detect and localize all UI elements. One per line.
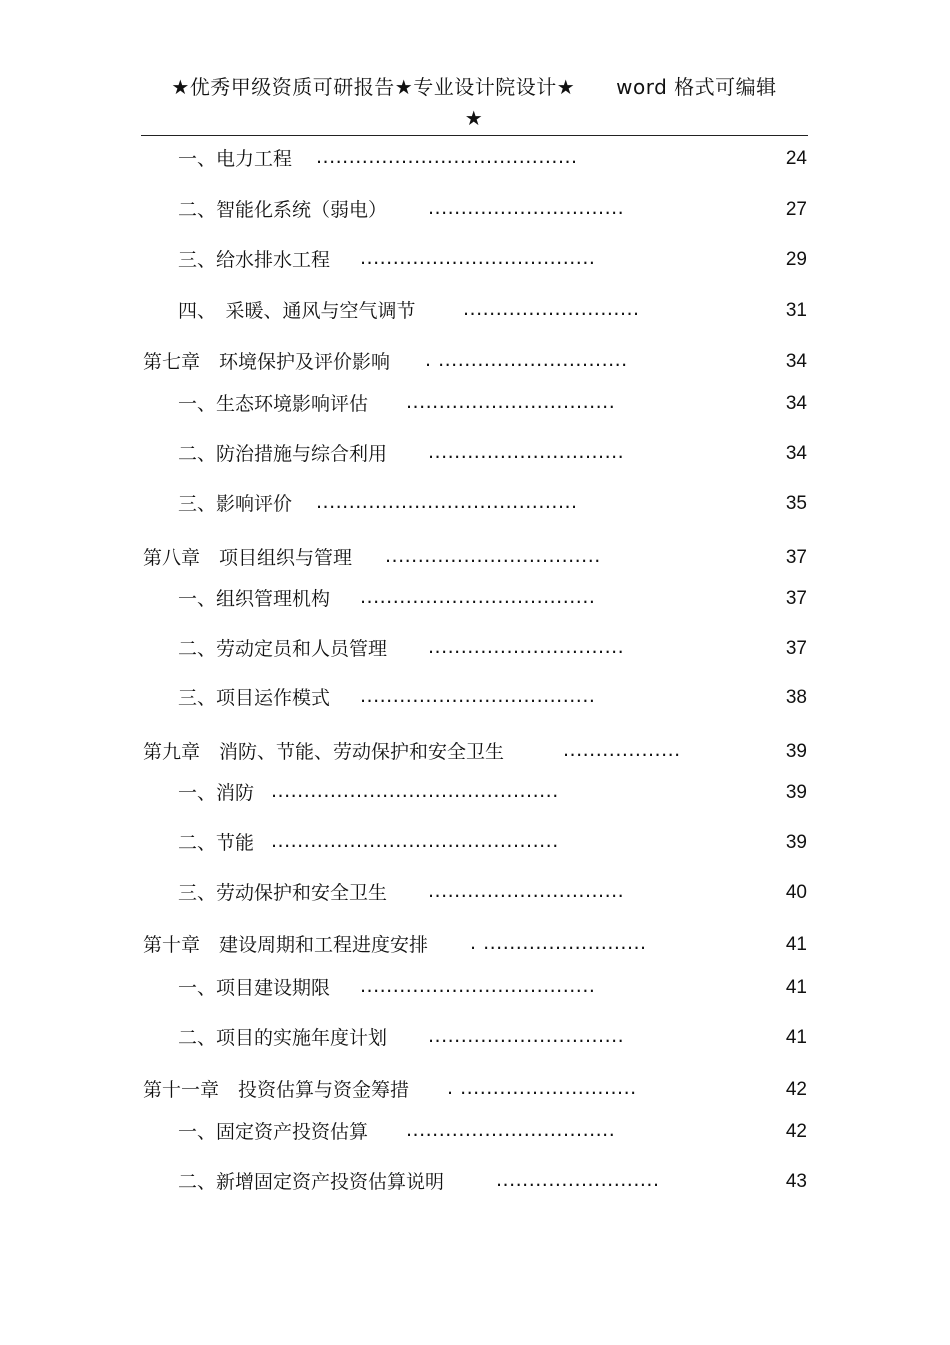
- toc-dot-leader: ..................: [563, 739, 681, 761]
- toc-entry-title: 二、劳动定员和人员管理: [178, 638, 388, 660]
- toc-entry-title: 二、防治措施与综合利用: [178, 443, 388, 465]
- toc-page-number: 37: [785, 547, 807, 568]
- toc-page-number: 39: [785, 832, 807, 853]
- toc-page-number: 43: [785, 1171, 807, 1192]
- toc-dot-leader: . .............................: [425, 349, 628, 371]
- toc-page-number: 41: [785, 977, 807, 998]
- toc-entry-title: 二、节能: [178, 832, 255, 854]
- toc-entry-title: 四、 采暖、通风与空气调节: [178, 300, 416, 322]
- toc-entry-title: 三、项目运作模式: [178, 687, 331, 709]
- toc-entry-title: 一、项目建设期限: [178, 977, 331, 999]
- toc-entry-title: 第八章 项目组织与管理: [143, 547, 353, 569]
- toc-page-number: 34: [785, 351, 807, 372]
- header-line-2: ★: [464, 106, 484, 130]
- toc-entry-title: 一、组织管理机构: [178, 588, 331, 610]
- toc-entry-title: 二、新增固定资产投资估算说明: [178, 1171, 445, 1193]
- toc-entry[interactable]: [0, 1167, 950, 1197]
- toc-dot-leader: ..............................: [428, 441, 625, 463]
- toc-dot-leader: ............................................: [271, 780, 559, 802]
- toc-entry[interactable]: [0, 878, 950, 908]
- toc-entry[interactable]: [0, 584, 950, 614]
- toc-entry-title: 第十章 建设周期和工程进度安排: [143, 934, 429, 956]
- toc-page-number: 40: [785, 882, 807, 903]
- toc-dot-leader: ....................................: [360, 586, 596, 608]
- toc-entry-title: 第九章 消防、节能、劳动保护和安全卫生: [143, 741, 505, 763]
- toc-entry-title: 二、智能化系统（弱电）: [178, 199, 388, 221]
- toc-entry[interactable]: [0, 634, 950, 664]
- toc-page-number: 37: [785, 638, 807, 659]
- toc-entry-title: 二、项目的实施年度计划: [178, 1027, 388, 1049]
- toc-page-number: 39: [785, 782, 807, 803]
- toc-entry-title: 一、生态环境影响评估: [178, 393, 369, 415]
- toc-entry[interactable]: [0, 489, 950, 519]
- toc-page-number: 31: [785, 300, 807, 321]
- toc-page-number: 35: [785, 493, 807, 514]
- toc-entry-title: 一、电力工程: [178, 148, 293, 170]
- toc-entry[interactable]: [0, 296, 950, 326]
- toc-entry[interactable]: [0, 973, 950, 1003]
- toc-entry[interactable]: [0, 389, 950, 419]
- toc-dot-leader: ....................................: [360, 975, 596, 997]
- toc-dot-leader: ................................: [406, 391, 616, 413]
- toc-dot-leader: .........................: [496, 1169, 660, 1191]
- toc-page-number: 41: [785, 934, 807, 955]
- toc-entry[interactable]: [0, 828, 950, 858]
- toc-page-number: 41: [785, 1027, 807, 1048]
- toc-dot-leader: ..............................: [428, 1025, 625, 1047]
- toc-dot-leader: .................................: [385, 545, 601, 567]
- toc-dot-leader: ........................................: [316, 491, 578, 513]
- toc-page-number: 34: [785, 393, 807, 414]
- toc-page-number: 38: [785, 687, 807, 708]
- toc-page-number: 37: [785, 588, 807, 609]
- toc-page-number: 29: [785, 249, 807, 270]
- toc-dot-leader: ................................: [406, 1119, 616, 1141]
- toc-entry[interactable]: [0, 245, 950, 275]
- toc-entry-title: 三、给水排水工程: [178, 249, 331, 271]
- toc-page-number: 24: [785, 148, 807, 169]
- toc-dot-leader: ...........................: [463, 298, 640, 320]
- toc-page-number: 42: [785, 1121, 807, 1142]
- toc-entry[interactable]: [0, 439, 950, 469]
- toc-page-number: 39: [785, 741, 807, 762]
- toc-entry[interactable]: [0, 683, 950, 713]
- header-rule: [141, 135, 808, 136]
- toc-entry[interactable]: [0, 1117, 950, 1147]
- header-line-1: ★优秀甲级资质可研报告★专业设计院设计★ word 格式可编辑: [171, 75, 777, 99]
- toc-entry[interactable]: [0, 930, 950, 960]
- toc-dot-leader: ..............................: [428, 880, 625, 902]
- toc-entry-title: 三、影响评价: [178, 493, 293, 515]
- toc-dot-leader: ..............................: [428, 636, 625, 658]
- toc-entry[interactable]: [0, 778, 950, 808]
- toc-dot-leader: ....................................: [360, 247, 596, 269]
- toc-dot-leader: . ...........................: [447, 1077, 637, 1099]
- toc-page-number: 34: [785, 443, 807, 464]
- toc-dot-leader: . .........................: [470, 932, 647, 954]
- toc-entry[interactable]: [0, 543, 950, 573]
- toc-entry[interactable]: [0, 1023, 950, 1053]
- toc-entry[interactable]: [0, 737, 950, 767]
- toc-entry[interactable]: [0, 195, 950, 225]
- toc-dot-leader: ..............................: [428, 197, 625, 219]
- toc-entry[interactable]: [0, 347, 950, 377]
- toc-dot-leader: ............................................: [271, 830, 559, 852]
- toc-entry[interactable]: [0, 144, 950, 174]
- toc-page-number: 42: [785, 1079, 807, 1100]
- toc-dot-leader: ....................................: [360, 685, 596, 707]
- toc-entry-title: 一、固定资产投资估算: [178, 1121, 369, 1143]
- toc-entry[interactable]: [0, 1075, 950, 1105]
- toc-entry-title: 三、劳动保护和安全卫生: [178, 882, 388, 904]
- toc-entry-title: 第十一章 投资估算与资金筹措: [143, 1079, 410, 1101]
- toc-dot-leader: ........................................: [316, 146, 578, 168]
- page-header: [140, 72, 808, 134]
- toc-page-number: 27: [785, 199, 807, 220]
- toc-entry-title: 第七章 环境保护及评价影响: [143, 351, 391, 373]
- toc-entry-title: 一、消防: [178, 782, 255, 804]
